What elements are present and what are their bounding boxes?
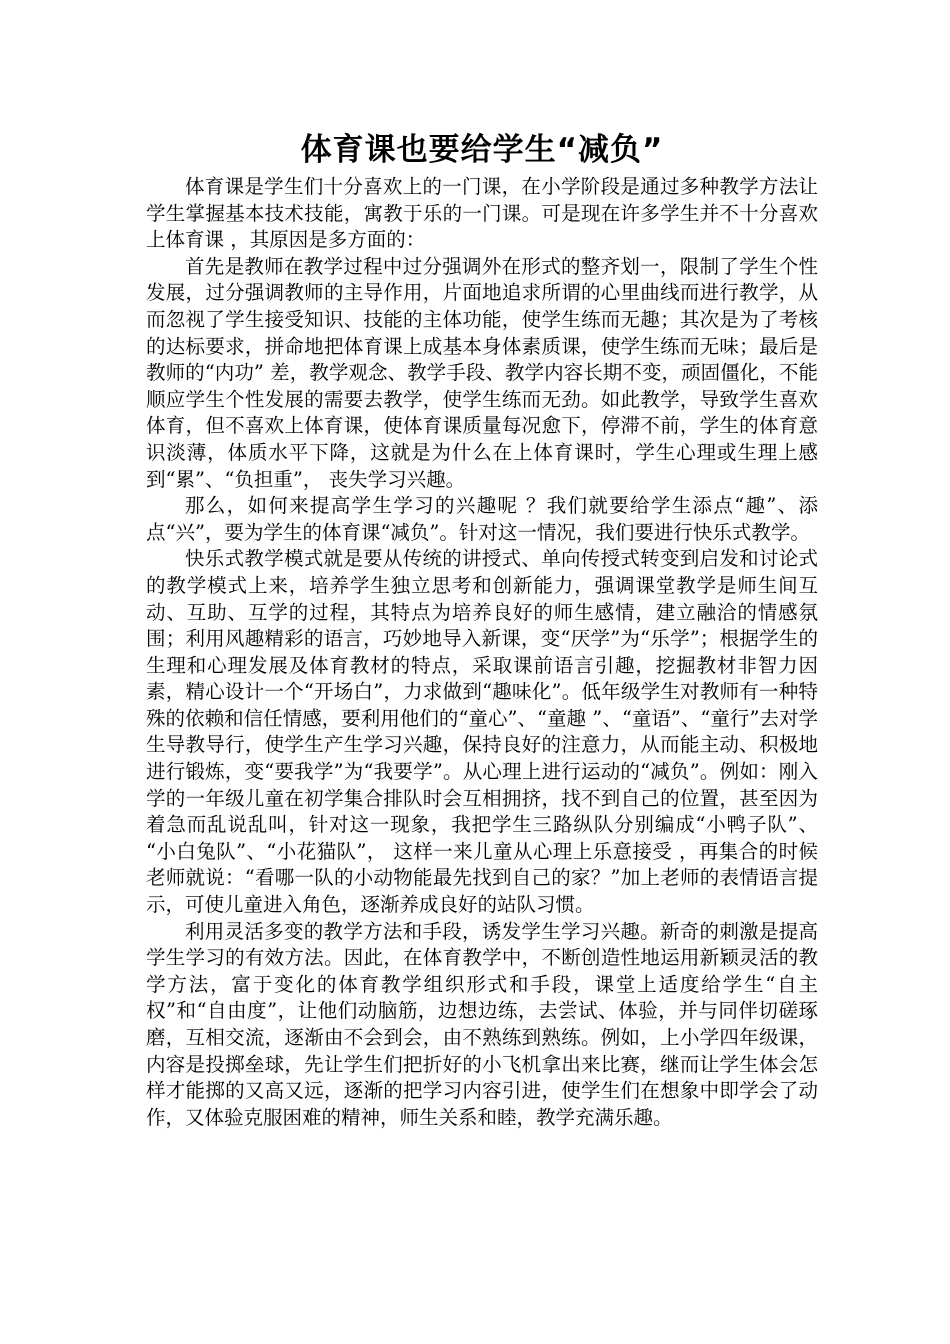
paragraph-1: 体育课是学生们十分喜欢上的一门课，在小学阶段是通过多种教学方法让学生掌握基本技术技能，寓教于乐的一门课。可是现在许多学生并不十分喜欢上体育课 ，其原因是多方面的： — [146, 175, 818, 252]
paragraph-4: 快乐式教学模式就是要从传统的讲授式、单向传授式转变到启发和讨论式的教学模式上来，培养学生独立思考和创新能力，强调课堂教学是师生间互动、互助、互学的过程，其特点为培养良好的师生感情，建立融洽的情感氛围；利用风趣精彩的语言，巧妙地导入新课，变“厌学”为“乐学”；根据学生的生理和心理发展及体育教材的特点，采取课前语言引趣，挖掘教材非智力因素，精心设计一个“开场白”，力求做到“趣味化”。低年级学生对教师有一种特殊的依赖和信任情感，要利用他们的“童心”、“童趣 ”、“童语”、“童行”去对学生导教导行，使学生产生学习兴趣，保持良好的注意力，从而能主动、积极地进行锻炼，变“要我学”为“我要学”。从心理上进行运动的“减负”。例如：刚入学的一年级儿童在初学集合排队时会互相拥挤，找不到自己的位置，甚至因为着急而乱说乱叫，针对这一现象，我把学生三路纵队分别编成“小鸭子队”、 “小白兔队”、“小花猫队”， 这样一来儿童从心理上乐意接受 ，再集合的时候老师就说：“看哪一队的小动物能最先找到自己的家？”加上老师的表情语言提示，可使儿童进入角色，逐渐养成良好的站队习惯。 — [146, 547, 818, 917]
document-title: 体育课也要给学生“减负” — [300, 132, 664, 168]
paragraph-3: 那么，如何来提高学生学习的兴趣呢 ？我们就要给学生添点“趣”、添点“兴”，要为学生的体育课“减负”。针对这一情况，我们要进行快乐式教学。 — [146, 494, 818, 544]
paragraph-2: 首先是教师在教学过程中过分强调外在形式的整齐划一，限制了学生个性发展，过分强调教师的主导作用，片面地追求所谓的心里曲线而进行教学，从而忽视了学生接受知识、技能的主体功能，使学生练而无趣；其次是为了考核的达标要求，拼命地把体育课上成基本身体素质课，使学生练而无味；最后是教师的“内功” 差，教学观念、教学手段、教学内容长期不变，顽固僵化，不能顺应学生个性发展的需要去教学，使学生练而无劲。如此教学，导致学生喜欢体育，但不喜欢上体育课，使体育课质量每况愈下，停滞不前，学生的体育意识淡薄，体质水平下降，这就是为什么在上体育课时，学生心理或生理上感到“累”、“负担重”， 丧失学习兴趣。 — [146, 254, 818, 491]
document-page — [146, 128, 818, 1131]
paragraph-5: 利用灵活多变的教学方法和手段，诱发学生学习兴趣。新奇的刺激是提高学生学习的有效方法。因此，在体育教学中，不断创造性地运用新颖灵活的教学方法，富于变化的体育教学组织形式和手段，课堂上适度给学生“自主权”和“自由度”，让他们动脑筋，边想边练，去尝试、体验，并与同伴切磋琢磨，互相交流，逐渐由不会到会，由不熟练到熟练。例如，上小学四年级课，内容是投掷垒球，先让学生们把折好的小飞机拿出来比赛，继而让学生体会怎样才能掷的又高又远，逐渐的把学习内容引进，使学生们在想象中即学会了动作，又体验克服困难的精神，师生关系和睦，教学充满乐趣。 — [146, 919, 818, 1129]
